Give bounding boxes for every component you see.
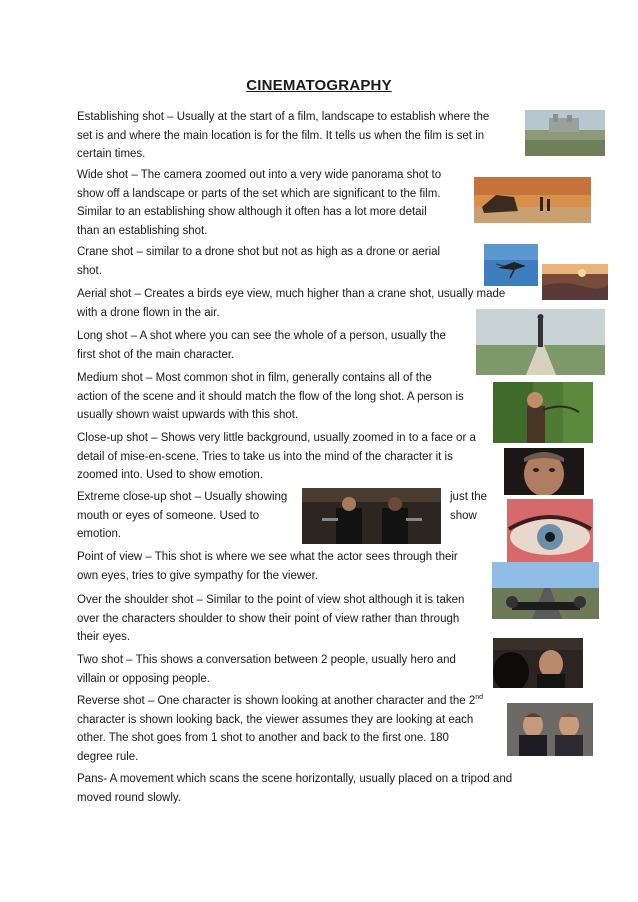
- pulp-fiction-still-image: [302, 488, 441, 544]
- paragraph-establishing-shot: Establishing shot – Usually at the start of a film, landscape to establish where the set is and where the main location is for the film. It tells us when the film is set in certain times.: [77, 111, 490, 160]
- paragraph-point-of-view: Point of view – This shot is where we see what the actor sees through their own eyes, tries to give sympathy for the viewer.: [77, 551, 458, 582]
- paragraph-extreme-close-up-left: Extreme close-up shot – Usually showing mouth or eyes of someone. Used to emotion.: [77, 491, 288, 540]
- establishing-shot-image: [525, 110, 605, 156]
- wide-shot-image: [474, 177, 591, 223]
- paragraph-close-up-shot: Close-up shot – Shows very little background, usually zoomed in to a face or a detail of mise-en-scene. Tries to take us into the mind of the character it is zoomed into. Used to show emotion.: [77, 432, 476, 481]
- point-of-view-image: [492, 562, 599, 619]
- paragraph-crane-shot: Crane shot – similar to a drone shot but not as high as a drone or aerial shot.: [77, 246, 441, 277]
- paragraph-reverse-shot: Reverse shot – One character is shown looking at another character and the 2nd character is shown looking back, the viewer assumes they are looking at each other. The shot goes from 1 shot to another and back to the first one. 180 degree rule.: [77, 694, 484, 763]
- medium-shot-image: [493, 382, 593, 443]
- long-shot-image: [476, 309, 605, 375]
- paragraph-wide-shot: Wide shot – The camera zoomed out into a very wide panorama shot to show off a landscape or parts of the set which are significant to the film. Similar to an establishing show although it often has a lot more detail than an establishing shot.: [77, 169, 442, 237]
- paragraph-over-the-shoulder: Over the shoulder shot – Similar to the point of view shot although it is taken over the characters shoulder to show their point of view rather than through their eyes.: [77, 594, 465, 643]
- extreme-close-up-eye-image: [507, 499, 593, 562]
- paragraph-extreme-close-up-right: just the show: [450, 491, 488, 522]
- paragraph-aerial-shot: Aerial shot – Creates a birds eye view, much higher than a crane shot, usually made with a drone flown in the air.: [77, 288, 506, 319]
- paragraph-two-shot: Two shot – This shows a conversation between 2 people, usually hero and villain or opposing people.: [77, 654, 456, 685]
- over-the-shoulder-image: [493, 638, 583, 688]
- paragraph-medium-shot: Medium shot – Most common shot in film, generally contains all of the action of the scene and it should match the flow of the long shot. A person is usually shown waist upwards with this shot.: [77, 372, 464, 421]
- paragraph-long-shot: Long shot – A shot where you can see the whole of a person, usually the first shot of the main character.: [77, 330, 446, 361]
- close-up-shot-image: [504, 448, 584, 495]
- paragraph-pans: Pans- A movement which scans the scene horizontally, usually placed on a tripod and moved round slowly.: [77, 773, 513, 804]
- two-shot-image: [507, 703, 593, 756]
- aerial-shot-image: [542, 264, 608, 300]
- crane-shot-image: [484, 244, 538, 286]
- page-title: CINEMATOGRAPHY: [246, 77, 392, 94]
